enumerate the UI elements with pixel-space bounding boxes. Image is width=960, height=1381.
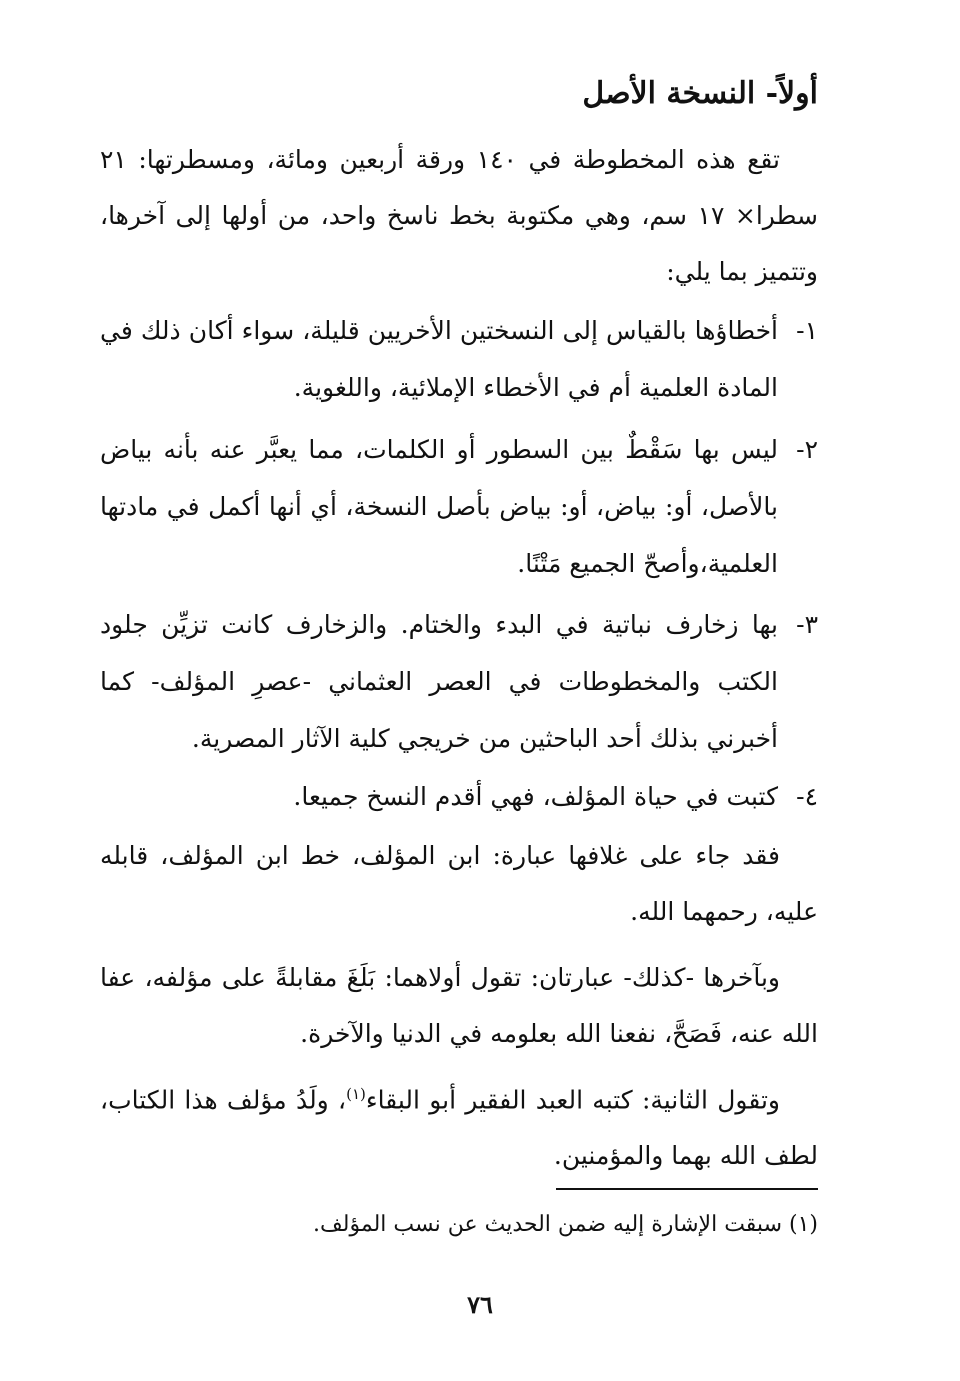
list-item-number: ٤- — [796, 782, 818, 811]
list-item — [100, 302, 818, 416]
list-item — [100, 596, 818, 767]
list-item-text: ليس بها سَقْطٌ بين السطور أو الكلمات، مما يعبَّر عنه بأنه بياض بالأصل، أو: بياض، أو: بياض بأصل النسخة، أي أنها أكمل في مادتها العلمية،وأصحّ الجميع مَتْنًا. — [100, 435, 778, 578]
list-item-text: أخطاؤها بالقياس إلى النسختين الأخريين قليلة، سواء أكان ذلك في المادة العلمية أم في الأخطاء الإملائية، واللغوية. — [100, 316, 778, 402]
intro-paragraph: تقع هذه المخطوطة في ١٤٠ ورقة أربعين ومائة، ومسطرتها: ٢١ سطرا× ١٧ سم، وهي مكتوبة بخط ناسخ واحد، من أولها إلى آخرها، وتتميز بما يلي: — [100, 145, 819, 286]
list-item — [100, 421, 818, 592]
list-item-number: ١- — [796, 316, 818, 345]
list-item-text: بها زخارف نباتية في البدء والختام. والزخارف كانت تزيِّن جلود الكتب والمخطوطات في العصر العثماني -عصرِ المؤلف- كما أخبرني بذلك أحد الباحثين من خريجي كلية الآثار المصرية. — [100, 610, 778, 753]
second-statement-text: وتقول الثانية: كتبه العبد الفقير أبو البقاء — [365, 1085, 780, 1115]
second-statement-paragraph — [100, 1066, 818, 1184]
list-item-text: كتبت في حياة المؤلف، فهي أقدم النسخ جميعا. — [293, 782, 778, 811]
list-item — [100, 768, 818, 825]
colophon-paragraph: وبآخرها -كذلك- عبارتان: تقول أولاهما: بَلَغَ مقابلةً على مؤلفه، عفا الله عنه، فَصَحَّ، نفعنا الله بعلومه في الدنيا والآخرة. — [100, 963, 818, 1048]
footnote-divider — [556, 1188, 818, 1190]
footnote-marker: (١) — [346, 1085, 366, 1103]
page-number: ٧٦ — [467, 1290, 493, 1319]
footnote: (١) سبقت الإشارة إليه ضمن الحديث عن نسب المؤلف. — [313, 1212, 818, 1237]
list-item-number: ٣- — [796, 610, 818, 639]
cover-paragraph: فقد جاء على غلافها عبارة: ابن المؤلف، خط ابن المؤلف، قابله عليه، رحمهما الله. — [100, 841, 818, 926]
list-item-number: ٢- — [796, 435, 818, 464]
section-heading: أولاً- النسخة الأصل — [582, 76, 818, 111]
second-statement-text-end: ، ولَدُ مؤلف هذا الكتاب، لطف الله بهما والمؤمنين. — [100, 1085, 818, 1171]
